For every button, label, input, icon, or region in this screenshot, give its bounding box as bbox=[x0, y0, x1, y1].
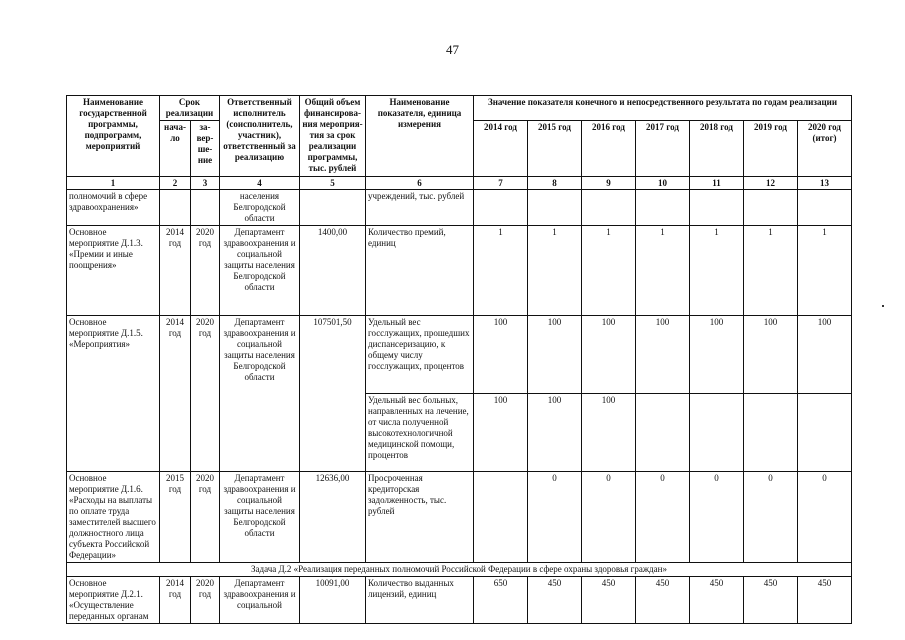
column-number: 5 bbox=[300, 177, 366, 190]
header-values-group: Значение показателя конечного и непосредственного результата по годам реализации bbox=[474, 96, 852, 121]
cell-value: 100 bbox=[582, 316, 636, 394]
cell-value: 450 bbox=[690, 577, 744, 624]
cell-value: 100 bbox=[744, 316, 798, 394]
header-year-2014: 2014 год bbox=[474, 121, 528, 177]
table-row-d15 bbox=[67, 316, 852, 394]
cell-value: 450 bbox=[798, 577, 852, 624]
cell-value: 0 bbox=[528, 472, 582, 563]
column-number: 8 bbox=[528, 177, 582, 190]
cell-executor: Департамент здравоохранения и социальной защиты населения Белгородской области bbox=[220, 226, 300, 316]
cell-executor: Департамент здравоохранения и социальной защиты населения Белгородской области bbox=[220, 316, 300, 472]
header-year-2015: 2015 год bbox=[528, 121, 582, 177]
cell-end: 2020 год bbox=[191, 226, 220, 316]
column-numbers-row bbox=[67, 177, 852, 190]
table-row-d16 bbox=[67, 472, 852, 563]
cell-value: 450 bbox=[528, 577, 582, 624]
cell-empty bbox=[798, 190, 852, 226]
cell-program: Основное мероприятие Д.1.5. «Мероприятия» bbox=[67, 316, 160, 472]
table-row-continuation bbox=[67, 190, 852, 226]
column-number: 11 bbox=[690, 177, 744, 190]
cell-empty bbox=[528, 190, 582, 226]
cell-empty bbox=[191, 190, 220, 226]
cell-start: 2014 год bbox=[160, 316, 191, 472]
cell-program: Основное мероприятие Д.1.6. «Расходы на выплаты по оплате труда заместителей высшего должностного лица субъекта Российской Федерации» bbox=[67, 472, 160, 563]
header-start: нача-ло bbox=[160, 121, 191, 177]
cell-end: 2020 год bbox=[191, 577, 220, 624]
cell-value: 100 bbox=[528, 316, 582, 394]
cell-start: 2015 год bbox=[160, 472, 191, 563]
column-number: 1 bbox=[67, 177, 160, 190]
cell-value: 100 bbox=[474, 394, 528, 472]
column-number: 12 bbox=[744, 177, 798, 190]
cell-empty bbox=[744, 394, 798, 472]
cell-value: 100 bbox=[636, 316, 690, 394]
column-number: 9 bbox=[582, 177, 636, 190]
cell-program: полномочий в сфере здравоохранения» bbox=[67, 190, 160, 226]
table-row-task bbox=[67, 563, 852, 577]
cell-value: 0 bbox=[582, 472, 636, 563]
cell-end: 2020 год bbox=[191, 472, 220, 563]
cell-empty bbox=[798, 394, 852, 472]
column-number: 7 bbox=[474, 177, 528, 190]
header-executor: Ответственный исполнитель (соисполнитель, участник), ответственный за реализацию bbox=[220, 96, 300, 177]
cell-value: 0 bbox=[798, 472, 852, 563]
cell-empty bbox=[744, 190, 798, 226]
cell-value: 1 bbox=[798, 226, 852, 316]
cell-value: 100 bbox=[528, 394, 582, 472]
cell-value: 450 bbox=[744, 577, 798, 624]
header-year-2019: 2019 год bbox=[744, 121, 798, 177]
cell-empty bbox=[160, 190, 191, 226]
cell-empty bbox=[474, 190, 528, 226]
cell-executor: Департамент здравоохранения и социальной bbox=[220, 577, 300, 624]
cell-value: 1 bbox=[528, 226, 582, 316]
cell-empty bbox=[690, 394, 744, 472]
cell-indicator: Просроченная кредиторская задолженность, тыс. рублей bbox=[366, 472, 474, 563]
cell-value: 1 bbox=[474, 226, 528, 316]
cell-financing: 107501,50 bbox=[300, 316, 366, 472]
cell-value: 450 bbox=[636, 577, 690, 624]
cell-value: 1 bbox=[690, 226, 744, 316]
task-heading: Задача Д.2 «Реализация переданных полномочий Российской Федерации в сфере охраны здоровья граждан» bbox=[67, 563, 852, 577]
cell-program: Основное мероприятие Д.1.3. «Премии и иные поощрения» bbox=[67, 226, 160, 316]
header-row-1 bbox=[67, 96, 852, 121]
cell-financing: 1400,00 bbox=[300, 226, 366, 316]
cell-financing: 12636,00 bbox=[300, 472, 366, 563]
header-year-2016: 2016 год bbox=[582, 121, 636, 177]
header-year-2018: 2018 год bbox=[690, 121, 744, 177]
header-year-2017: 2017 год bbox=[636, 121, 690, 177]
indicators-table bbox=[66, 95, 852, 624]
cell-value: 1 bbox=[744, 226, 798, 316]
cell-value: 100 bbox=[582, 394, 636, 472]
header-year-2020: 2020 год (итог) bbox=[798, 121, 852, 177]
header-term: Срок реализации bbox=[160, 96, 220, 121]
scan-mark bbox=[882, 305, 884, 307]
table-row-d21 bbox=[67, 577, 852, 624]
cell-value: 0 bbox=[690, 472, 744, 563]
column-number: 6 bbox=[366, 177, 474, 190]
cell-end: 2020 год bbox=[191, 316, 220, 472]
cell-value: 450 bbox=[582, 577, 636, 624]
cell-empty bbox=[582, 190, 636, 226]
cell-value: 100 bbox=[474, 316, 528, 394]
cell-value: 100 bbox=[690, 316, 744, 394]
cell-indicator: учреждений, тыс. рублей bbox=[366, 190, 474, 226]
table-row-d13 bbox=[67, 226, 852, 316]
page-number: 47 bbox=[446, 42, 459, 57]
cell-value: 100 bbox=[798, 316, 852, 394]
cell-indicator: Количество выданных лицензий, единиц bbox=[366, 577, 474, 624]
cell-empty bbox=[300, 190, 366, 226]
header-indicator: Наименование показателя, единица измерения bbox=[366, 96, 474, 177]
header-program-name: Наименование государственной программы, подпрограмм, мероприятий bbox=[67, 96, 160, 177]
cell-financing: 10091,00 bbox=[300, 577, 366, 624]
cell-executor: населения Белгородской области bbox=[220, 190, 300, 226]
column-number: 10 bbox=[636, 177, 690, 190]
cell-indicator: Удельный вес госслужащих, прошедших диспансеризацию, к общему числу госслужащих, процентов bbox=[366, 316, 474, 394]
column-number: 13 bbox=[798, 177, 852, 190]
cell-value: 0 bbox=[744, 472, 798, 563]
cell-value: 1 bbox=[582, 226, 636, 316]
column-number: 4 bbox=[220, 177, 300, 190]
cell-indicator: Удельный вес больных, направленных на лечение, от числа полученной высокотехнологичной медицинской помощи, процентов bbox=[366, 394, 474, 472]
cell-empty bbox=[636, 190, 690, 226]
header-end: за-вер-ше-ние bbox=[191, 121, 220, 177]
cell-start: 2014 год bbox=[160, 577, 191, 624]
cell-value: 0 bbox=[636, 472, 690, 563]
cell-value: 1 bbox=[636, 226, 690, 316]
header-financing: Общий объем финансирова-ния мероприя-тия за срок реализации программы, тыс. рублей bbox=[300, 96, 366, 177]
cell-indicator: Количество премий, единиц bbox=[366, 226, 474, 316]
cell-program: Основное мероприятие Д.2.1. «Осуществление переданных органам bbox=[67, 577, 160, 624]
column-number: 3 bbox=[191, 177, 220, 190]
cell-empty bbox=[690, 190, 744, 226]
column-number: 2 bbox=[160, 177, 191, 190]
cell-empty bbox=[474, 472, 528, 563]
cell-start: 2014 год bbox=[160, 226, 191, 316]
cell-empty bbox=[636, 394, 690, 472]
cell-value: 650 bbox=[474, 577, 528, 624]
cell-executor: Департамент здравоохранения и социальной защиты населения Белгородской области bbox=[220, 472, 300, 563]
